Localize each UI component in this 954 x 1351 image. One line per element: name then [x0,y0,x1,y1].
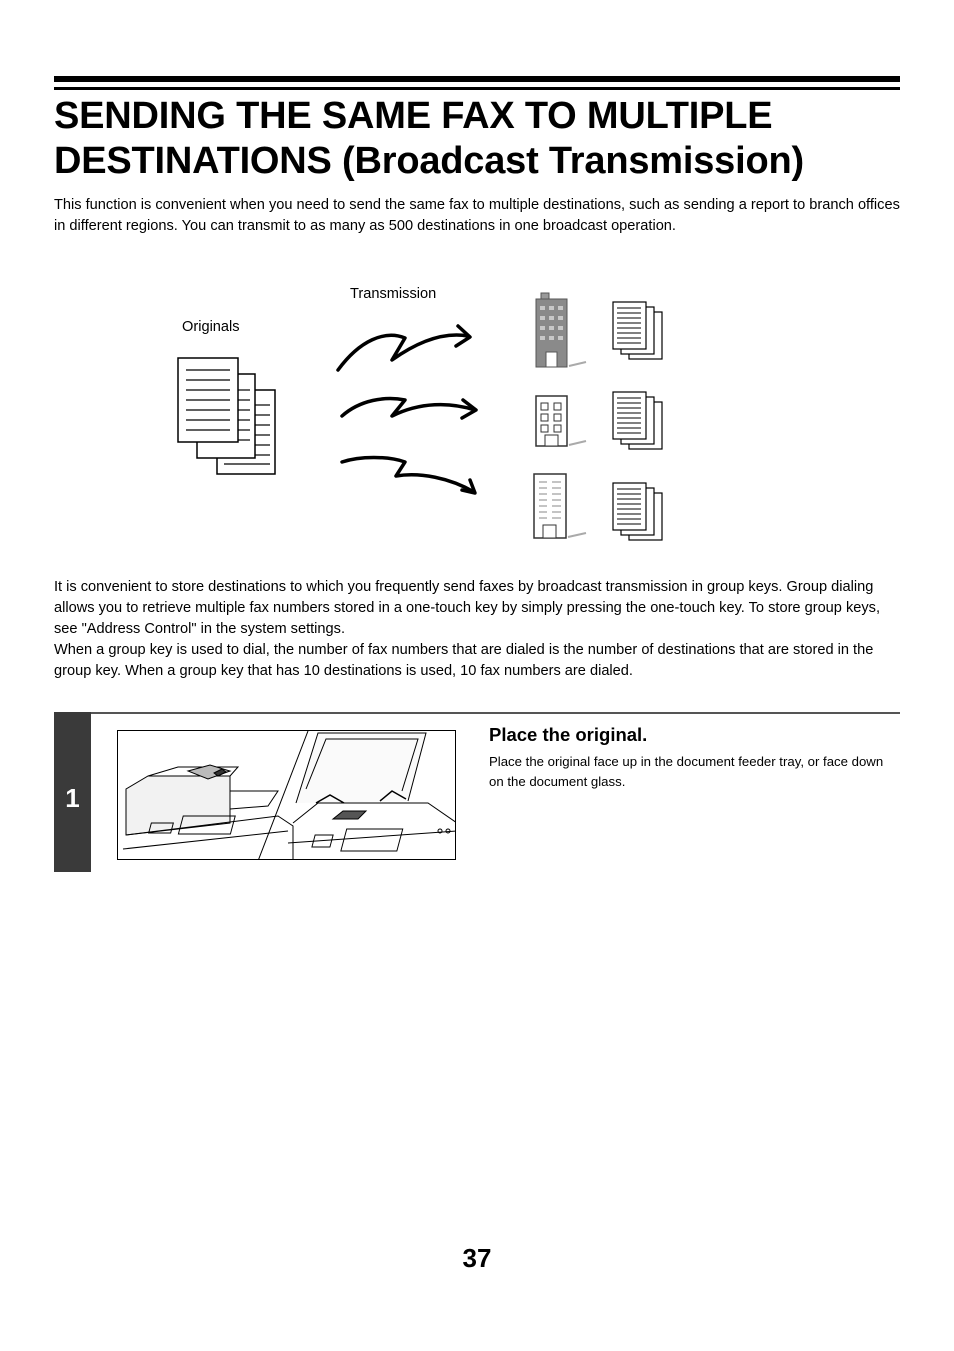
broadcast-diagram [0,0,954,560]
received-documents-icon [613,302,662,359]
tall-building-icon [536,293,586,367]
page-number: 37 [462,1243,492,1273]
transmission-arrow-icon [338,326,470,370]
page-title-line2: DESTINATIONS (Broadcast Transmission) [54,140,804,182]
step-number: 1 [65,783,80,813]
body-paragraph-2: When a group key is used to dial, the number of fax numbers that are dialed is the number of destinations that are stored in the group key. When a group key that has 10 destinations is used, 10 fax numbers are dialed. [54,642,874,679]
originals-label: Originals [182,319,240,335]
transmission-label: Transmission [350,286,437,302]
step-description: Place the original face up in the document feeder tray, or face down on the document glass. [489,754,884,789]
group-key-explanation [54,577,900,682]
tower-building-icon [534,474,586,538]
body-paragraph-1: It is convenient to store destinations to which you frequently send faxes by broadcast transmission in group keys. Group dialing allows you to retrieve multiple fax numbers stored in a one-touch key by simply pressing the one-touch key. To store group keys, see "Address Control" in the system settings. [54,579,881,637]
step-divider [91,712,900,714]
intro-paragraph: This function is convenient when you need to send the same fax to multiple destinations, such as sending a report to branch offices in different regions. You can transmit to as many as 500 destinations in one broadcast operation. [54,197,900,234]
office-building-icon [536,396,586,446]
received-documents-icon [613,392,662,449]
originals-icon [178,358,275,474]
received-documents-icon [613,483,662,540]
machine-illustration [117,730,456,860]
transmission-arrow-icon [342,458,475,494]
transmission-arrow-icon [342,399,476,418]
step-title: Place the original. [489,724,648,745]
page-title-line1: SENDING THE SAME FAX TO MULTIPLE [54,95,773,137]
